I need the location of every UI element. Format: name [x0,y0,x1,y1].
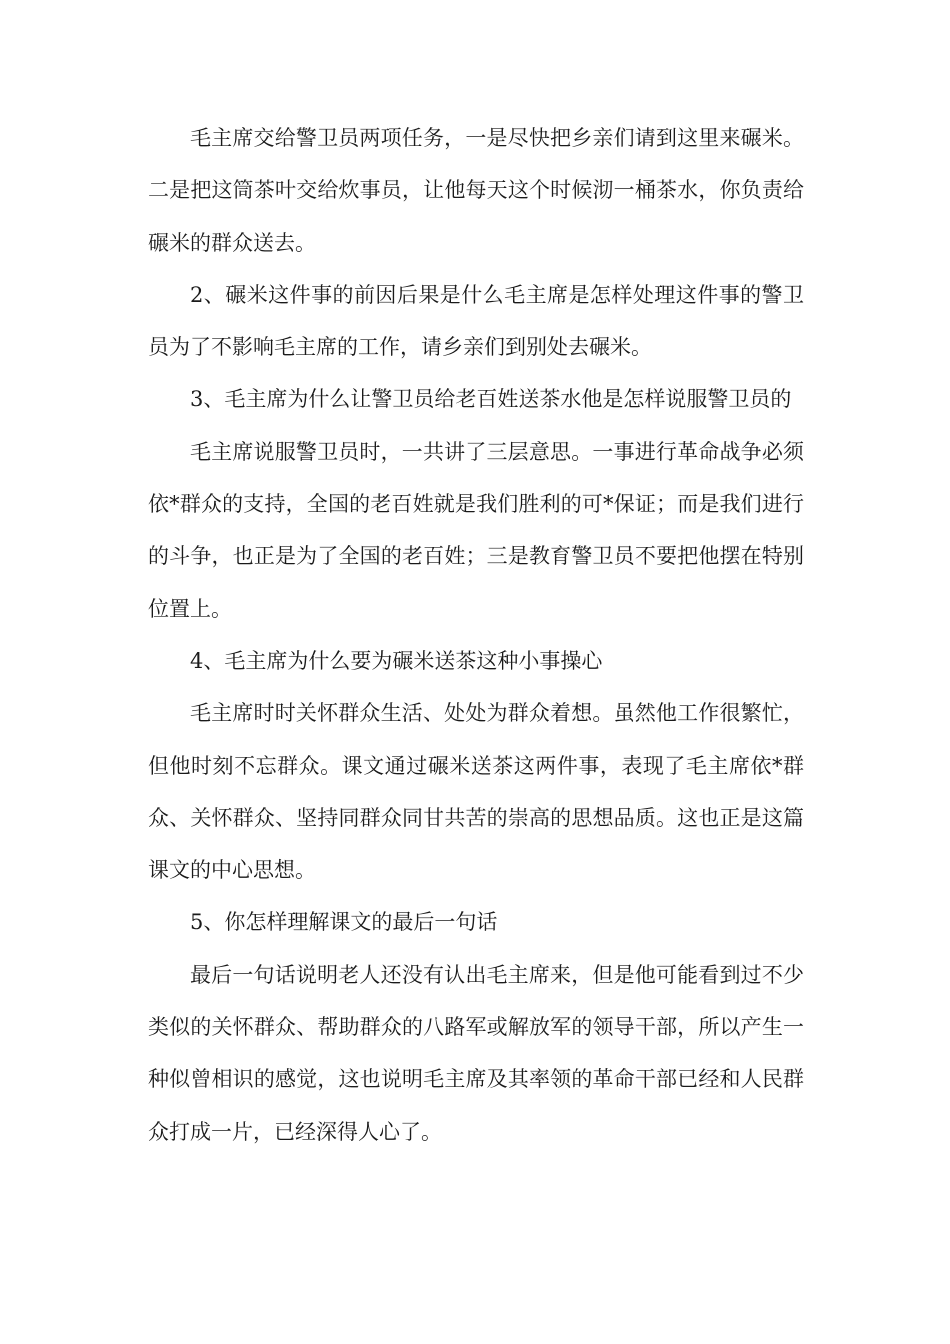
paragraph-answer-1: 毛主席交给警卫员两项任务，一是尽快把乡亲们请到这里来碾米。二是把这筒茶叶交给炊事员，让他每天这个时候沏一桶茶水，你负责给碾米的群众送去。 [148,126,804,255]
paragraph-answer-3: 毛主席说服警卫员时，一共讲了三层意思。一事进行革命战争必须依*群众的支持，全国的老百姓就是我们胜利的可*保证；而是我们进行的斗争，也正是为了全国的老百姓；三是教育警卫员不要把他摆在特别位置上。 [148,439,804,621]
paragraph-question-4: 4、毛主席为什么要为碾米送茶这种小事操心 [190,648,603,673]
paragraph-question-5: 5、你怎样理解课文的最后一句话 [190,910,498,935]
document-body [148,112,804,1158]
paragraph-answer-5: 最后一句话说明老人还没有认出毛主席来，但是他可能看到过不少类似的关怀群众、帮助群众的八路军或解放军的领导干部，所以产生一种似曾相识的感觉，这也说明毛主席及其率领的革命干部已经和人民群众打成一片，已经深得人心了。 [148,962,804,1144]
paragraph-question-3: 3、毛主席为什么让警卫员给老百姓送茶水他是怎样说服警卫员的 [190,387,792,412]
paragraph-question-2: 2、碾米这件事的前因后果是什么毛主席是怎样处理这件事的警卫员为了不影响毛主席的工作，请乡亲们到别处去碾米。 [148,282,804,360]
paragraph-answer-4: 毛主席时时关怀群众生活、处处为群众着想。虽然他工作很繁忙，但他时刻不忘群众。课文通过碾米送茶这两件事，表现了毛主席依*群众、关怀群众、坚持同群众同甘共苦的崇高的思想品质。这也正是这篇课文的中心思想。 [148,701,804,883]
